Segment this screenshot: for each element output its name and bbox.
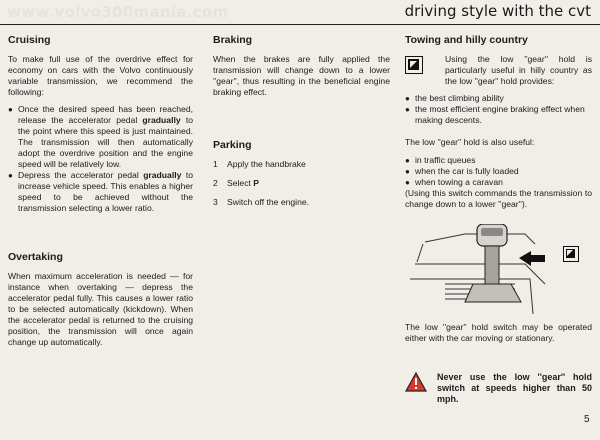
parking-steps — [213, 159, 390, 208]
switch-note: The low ''gear'' hold switch may be operated either with the car moving or stationary. — [405, 322, 592, 343]
warning-text: Never use the low ''gear'' hold switch at speeds higher than 50 mph. — [437, 372, 592, 404]
section-heading-braking: Braking — [213, 34, 253, 46]
header-divider — [0, 24, 600, 25]
cruising-intro: To make full use of the overdrive effect for economy on cars with the Volvo continuously variable transmission, we recommend the following: — [8, 54, 193, 97]
section-heading-parking: Parking — [213, 139, 252, 151]
section-heading-towing: Towing and hilly country — [405, 34, 528, 46]
list-item: ● when the car is fully loaded — [405, 166, 592, 177]
column-middle — [213, 35, 390, 216]
towing-also: The low ''gear'' hold is also useful: — [405, 137, 535, 147]
warning-box — [405, 372, 592, 405]
braking-body: When the brakes are fully applied the transmission will change down to a lower ''gear'', thus resulting in the beneficial engine braking effect. — [213, 54, 390, 97]
column-left — [8, 35, 193, 348]
towing-note: (Using this switch commands the transmission to change down to a lower ''gear''). — [405, 188, 592, 209]
towing-list-2 — [405, 155, 592, 188]
column-right — [405, 35, 592, 344]
list-item: ● the most efficient engine braking effect when making descents. — [405, 104, 592, 126]
gear-selector-illustration — [405, 224, 592, 316]
list-item: ● Depress the accelerator pedal gradually to increase vehicle speed. This enables a higher speed to be achieved without the transmission selecting a lower ratio. — [8, 170, 193, 214]
low-gear-hold-icon — [563, 246, 579, 262]
section-heading-overtaking: Overtaking — [8, 251, 63, 263]
cruising-bullets — [8, 104, 193, 214]
watermark: www.volvo300mania.com — [7, 3, 229, 21]
list-item: 3 Switch off the engine. — [213, 197, 310, 207]
page-title: driving style with the cvt — [404, 2, 591, 20]
list-item: ● the best climbing ability — [405, 93, 592, 104]
towing-intro: Using the low ''gear'' hold is particularly useful in hilly country as the low ''gear'' hold provides: — [445, 54, 592, 86]
page-number: 5 — [584, 414, 590, 425]
gear-lever-drawing — [465, 224, 521, 302]
list-item: ● Once the desired speed has been reached, release the accelerator pedal gradually to the point where this speed is just maintained. The transmission will then automatically adopt the overdrive position and the engine speed will be relatively low. — [8, 104, 193, 170]
towing-list-1 — [405, 93, 592, 126]
warning-icon — [405, 372, 427, 392]
list-item: ● in traffic queues — [405, 155, 592, 166]
section-heading-cruising: Cruising — [8, 34, 51, 46]
list-item: 1 Apply the handbrake — [213, 159, 306, 169]
overtaking-body: When maximum acceleration is needed — for instance when overtaking — depress the accelerator pedal fully. This causes a lower ratio to be selected automatically (kickdown). When the accelerator pedal is returned to the cruising position, the transmission will once again change up automatically. — [8, 271, 193, 347]
header-bar — [0, 0, 600, 27]
list-item: ● when towing a caravan — [405, 177, 592, 188]
low-gear-hold-icon — [405, 56, 423, 74]
list-item: 2 Select P — [213, 178, 260, 188]
